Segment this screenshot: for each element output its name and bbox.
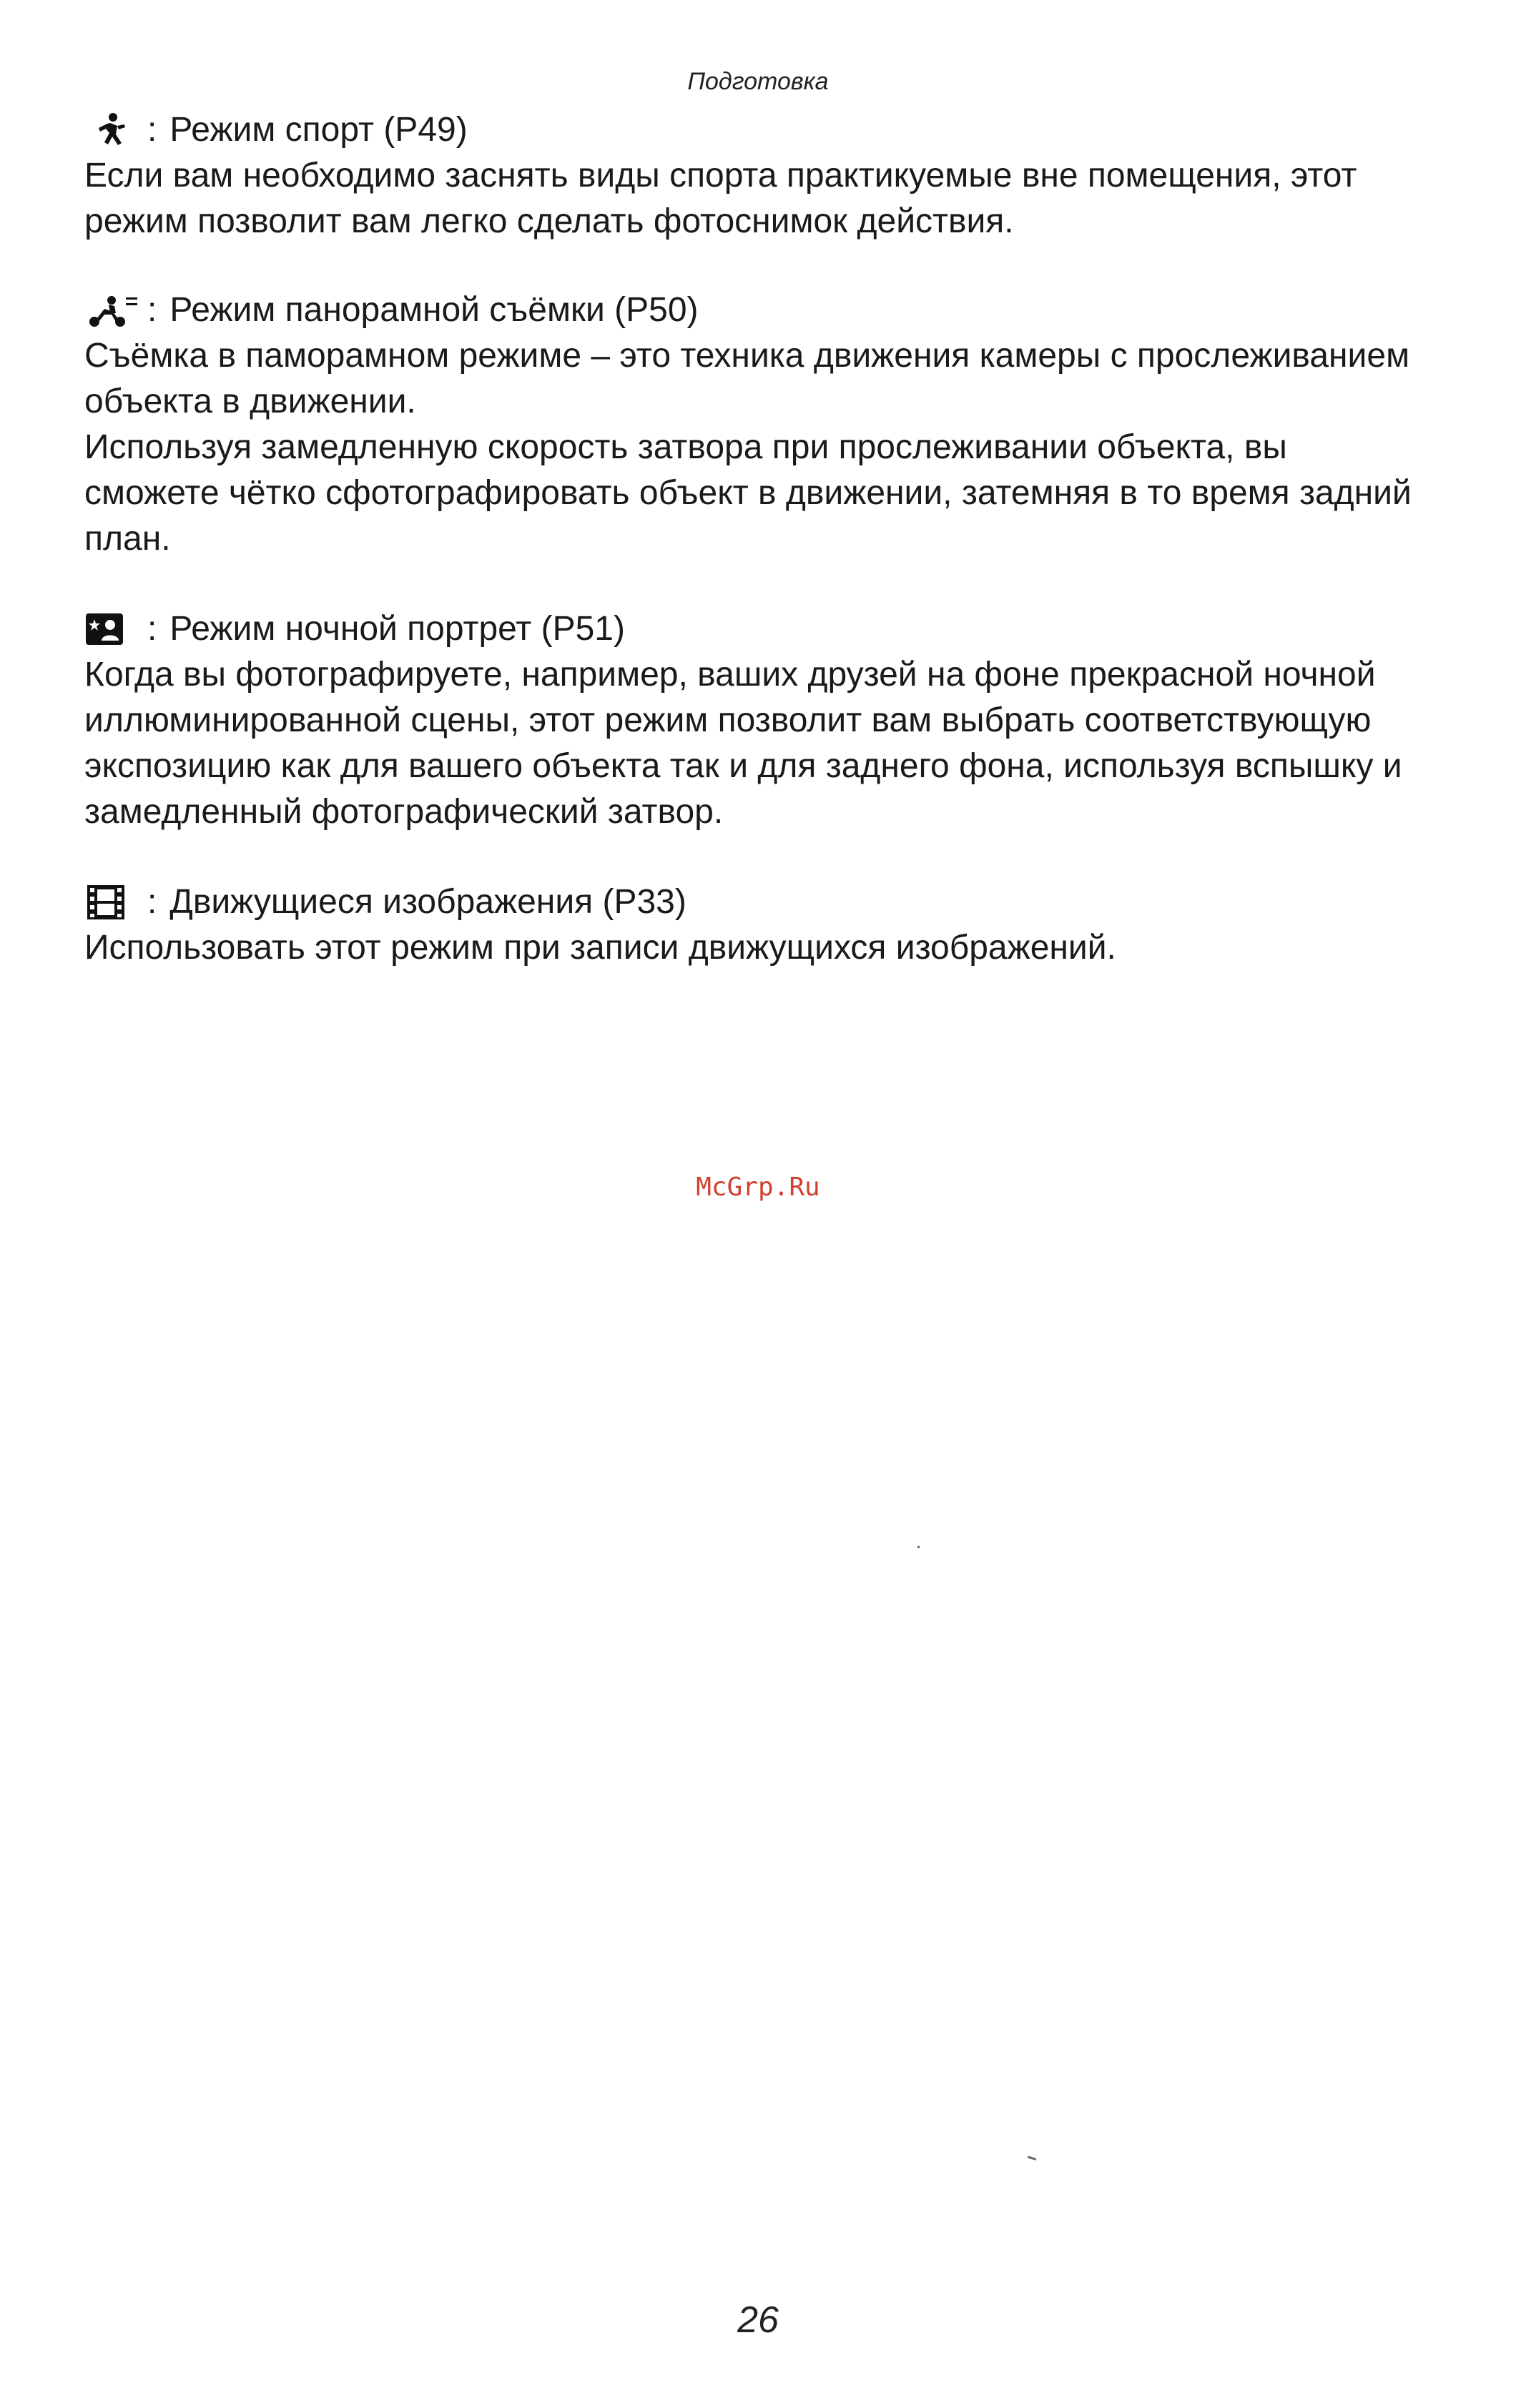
section-motion-picture bbox=[84, 879, 1429, 971]
separator: : bbox=[147, 291, 157, 329]
separator: : bbox=[147, 610, 157, 648]
scan-speck bbox=[917, 1546, 920, 1548]
section-night-portrait bbox=[84, 606, 1429, 835]
paragraph: Используя замедленную скорость затвора при прослеживании объекта, вы сможете чётко сфотографировать объект в движении, затемняя в то время задний план. bbox=[84, 428, 1412, 558]
section-panning-mode bbox=[84, 287, 1429, 562]
sports-mode-icon bbox=[84, 110, 143, 150]
panning-mode-icon bbox=[84, 290, 143, 330]
mode-title: Режим ночной портрет (P51) bbox=[169, 610, 625, 648]
motion-picture-icon bbox=[84, 882, 143, 922]
night-portrait-icon bbox=[84, 609, 143, 649]
document-body bbox=[84, 107, 1429, 1015]
mode-title: Режим панорамной съёмки (P50) bbox=[169, 291, 699, 329]
mode-heading bbox=[84, 107, 1429, 153]
mode-title: Движущиеся изображения (P33) bbox=[169, 883, 686, 921]
separator: : bbox=[147, 883, 157, 921]
mode-heading bbox=[84, 879, 1429, 925]
section-sports-mode bbox=[84, 107, 1429, 245]
separator: : bbox=[147, 111, 157, 149]
scan-speck bbox=[1028, 2156, 1036, 2161]
page-number: 26 bbox=[737, 2299, 779, 2341]
mode-heading bbox=[84, 287, 1429, 333]
watermark: McGrp.Ru bbox=[696, 1173, 820, 1202]
paragraph: Когда вы фотографируете, например, ваших друзей на фоне прекрасной ночной иллюминированной сцены, этот режим позволит вам выбрать соответствующую экспозицию как для вашего объекта так и для заднего фона, используя вспышку и замедленный фотографический затвор. bbox=[84, 656, 1402, 831]
paragraph: Съёмка в паморамном режиме – это техника движения камеры с прослеживанием объекта в движении. bbox=[84, 337, 1410, 420]
page-header: Подготовка bbox=[687, 68, 829, 95]
paragraph: Использовать этот режим при записи движущихся изображений. bbox=[84, 929, 1116, 967]
mode-heading bbox=[84, 606, 1429, 652]
paragraph: Если вам необходимо заснять виды спорта практикуемые вне помещения, этот режим позволит вам легко сделать фотоснимок действия. bbox=[84, 157, 1357, 240]
mode-title: Режим спорт (P49) bbox=[169, 111, 468, 149]
